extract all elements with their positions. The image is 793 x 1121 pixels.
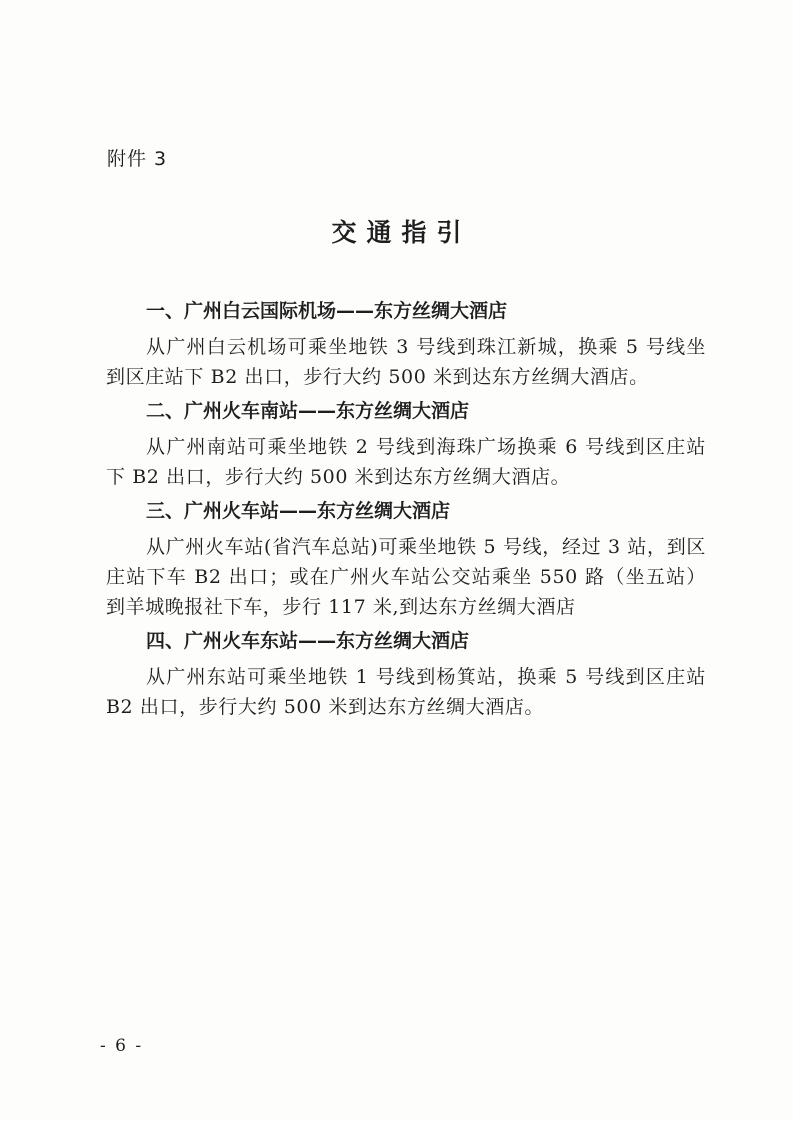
- section-heading: 四、广州火车东站——东方丝绸大酒店: [146, 630, 470, 652]
- section-body: 从广州火车站(省汽车总站)可乘坐地铁 5 号线，经过 3 站，到区庄站下车 B2 出口；或在广州火车站公交站乘坐 550 路（坐五站）到羊城晚报社下车，步行 117 米,到达东方丝绸大酒店: [106, 536, 706, 618]
- section-body: 从广州白云机场可乘坐地铁 3 号线到珠江新城，换乘 5 号线坐到区庄站下 B2 出口，步行大约 500 米到达东方丝绸大酒店。: [106, 336, 706, 388]
- section-railway-station: [106, 496, 706, 622]
- section-south-station: [106, 396, 706, 492]
- attachment-label: 附件 3: [107, 148, 168, 170]
- section-heading: 二、广州火车南站——东方丝绸大酒店: [146, 400, 470, 422]
- document-content: [106, 292, 706, 726]
- section-body: 从广州东站可乘坐地铁 1 号线到杨箕站，换乘 5 号线到区庄站 B2 出口，步行大约 500 米到达东方丝绸大酒店。: [106, 666, 706, 718]
- page-title: 交通指引: [331, 218, 472, 247]
- section-airport: [106, 296, 706, 392]
- page-number: - 6 -: [100, 1036, 144, 1056]
- section-east-station: [106, 626, 706, 722]
- section-heading: 一、广州白云国际机场——东方丝绸大酒店: [146, 300, 508, 322]
- section-body: 从广州南站可乘坐地铁 2 号线到海珠广场换乘 6 号线到区庄站下 B2 出口，步行大约 500 米到达东方丝绸大酒店。: [106, 436, 706, 488]
- section-heading: 三、广州火车站——东方丝绸大酒店: [146, 500, 451, 522]
